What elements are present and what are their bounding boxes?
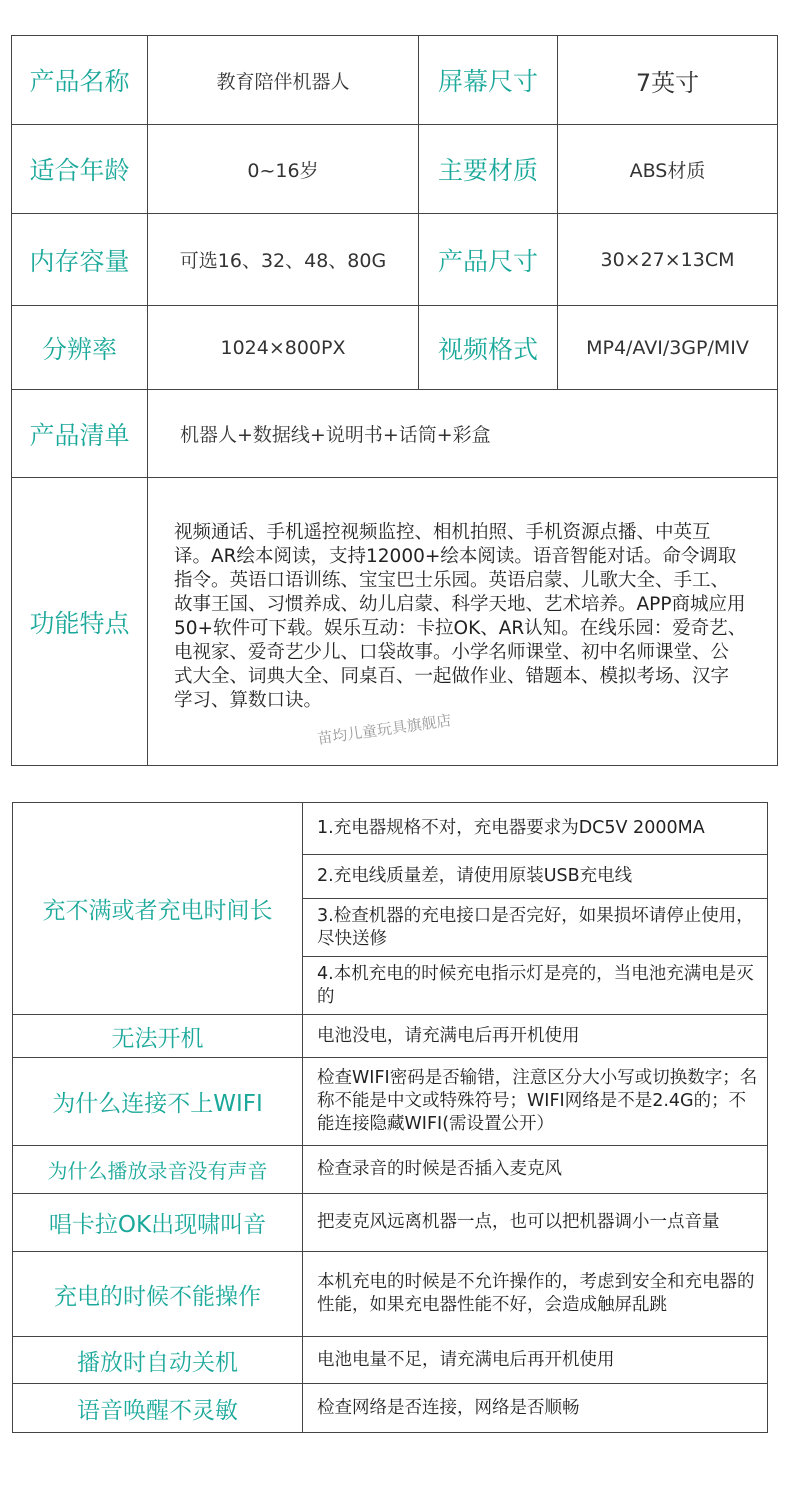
spec-value: 可选16、32、48、80G (148, 214, 419, 306)
faq-question: 充电的时候不能操作 (13, 1252, 303, 1337)
faq-question: 为什么播放录音没有声音 (13, 1146, 303, 1194)
spec-label: 主要材质 (419, 125, 558, 214)
faq-answer: 检查录音的时候是否插入麦克风 (303, 1146, 768, 1194)
faq-row (13, 1384, 768, 1433)
faq-row (13, 803, 768, 855)
package-contents: 机器人+数据线+说明书+话筒+彩盒 (148, 390, 778, 478)
faq-answer: 电池没电，请充满电后再开机使用 (303, 1015, 768, 1058)
faq-row (13, 1015, 768, 1058)
spec-row-package (12, 390, 778, 478)
spec-label: 屏幕尺寸 (419, 36, 558, 125)
spec-label: 分辨率 (12, 306, 148, 390)
faq-question: 唱卡拉OK出现啸叫音 (13, 1194, 303, 1252)
faq-answer: 检查WIFI密码是否输错，注意区分大小写或切换数字；名称不能是中文或特殊符号；WIFI网络是不是2.4G的；不能连接隐藏WIFI(需设置公开） (303, 1058, 768, 1146)
faq-question: 无法开机 (13, 1015, 303, 1058)
spec-row (12, 214, 778, 306)
spec-row (12, 306, 778, 390)
faq-row (13, 1194, 768, 1252)
spec-value: 0~16岁 (148, 125, 419, 214)
package-label: 产品清单 (12, 390, 148, 478)
spec-value: 7英寸 (558, 36, 778, 125)
faq-question: 充不满或者充电时间长 (13, 803, 303, 1015)
spec-label: 产品尺寸 (419, 214, 558, 306)
faq-row (13, 1058, 768, 1146)
features-label: 功能特点 (12, 478, 148, 766)
store-watermark: 苗均儿童玩具旗舰店 (316, 711, 453, 748)
faq-question: 为什么连接不上WIFI (13, 1058, 303, 1146)
spec-table (11, 35, 778, 766)
spec-value: MP4/AVI/3GP/MIV (558, 306, 778, 390)
faq-answer: 把麦克风远离机器一点，也可以把机器调小一点音量 (303, 1194, 768, 1252)
faq-answer: 4.本机充电的时候充电指示灯是亮的，当电池充满电是灭的 (303, 957, 768, 1015)
spec-label: 适合年龄 (12, 125, 148, 214)
faq-answer: 电池电量不足，请充满电后再开机使用 (303, 1337, 768, 1384)
faq-row (13, 1146, 768, 1194)
faq-table (12, 802, 768, 1433)
faq-question: 语音唤醒不灵敏 (13, 1384, 303, 1433)
spec-value: 1024×800PX (148, 306, 419, 390)
spec-value: 教育陪伴机器人 (148, 36, 419, 125)
faq-answer: 本机充电的时候是不允许操作的，考虑到安全和充电器的性能，如果充电器性能不好，会造成触屏乱跳 (303, 1252, 768, 1337)
faq-answer: 3.检查机器的充电接口是否完好，如果损坏请停止使用，尽快送修 (303, 899, 768, 957)
spec-label: 内存容量 (12, 214, 148, 306)
spec-label: 产品名称 (12, 36, 148, 125)
faq-question: 播放时自动关机 (13, 1337, 303, 1384)
faq-answer: 1.充电器规格不对，充电器要求为DC5V 2000MA (303, 803, 768, 855)
spec-row (12, 125, 778, 214)
spec-value: 30×27×13CM (558, 214, 778, 306)
faq-answer: 2.充电线质量差，请使用原装USB充电线 (303, 855, 768, 899)
spec-row (12, 36, 778, 125)
faq-row (13, 1252, 768, 1337)
faq-answer: 检查网络是否连接，网络是否顺畅 (303, 1384, 768, 1433)
faq-row (13, 1337, 768, 1384)
spec-value: ABS材质 (558, 125, 778, 214)
spec-label: 视频格式 (419, 306, 558, 390)
features-description: 视频通话、手机遥控视频监控、相机拍照、手机资源点播、中英互译。AR绘本阅读，支持12000+绘本阅读。语音智能对话。命令调取指令。英语口语训练、宝宝巴士乐园。英语启蒙、儿歌大全、手工、故事王国、习惯养成、幼儿启蒙、科学天地、艺术培养。APP商城应用50+软件可下载。娱乐互动：卡拉OK、AR认知。在线乐园：爱奇艺、电视家、爱奇艺少儿、口袋故事。小学名师课堂、初中名师课堂、公式大全、词典大全、同桌百、一起做作业、错题本、模拟考场、汉字学习、算数口诀。 (148, 478, 778, 766)
